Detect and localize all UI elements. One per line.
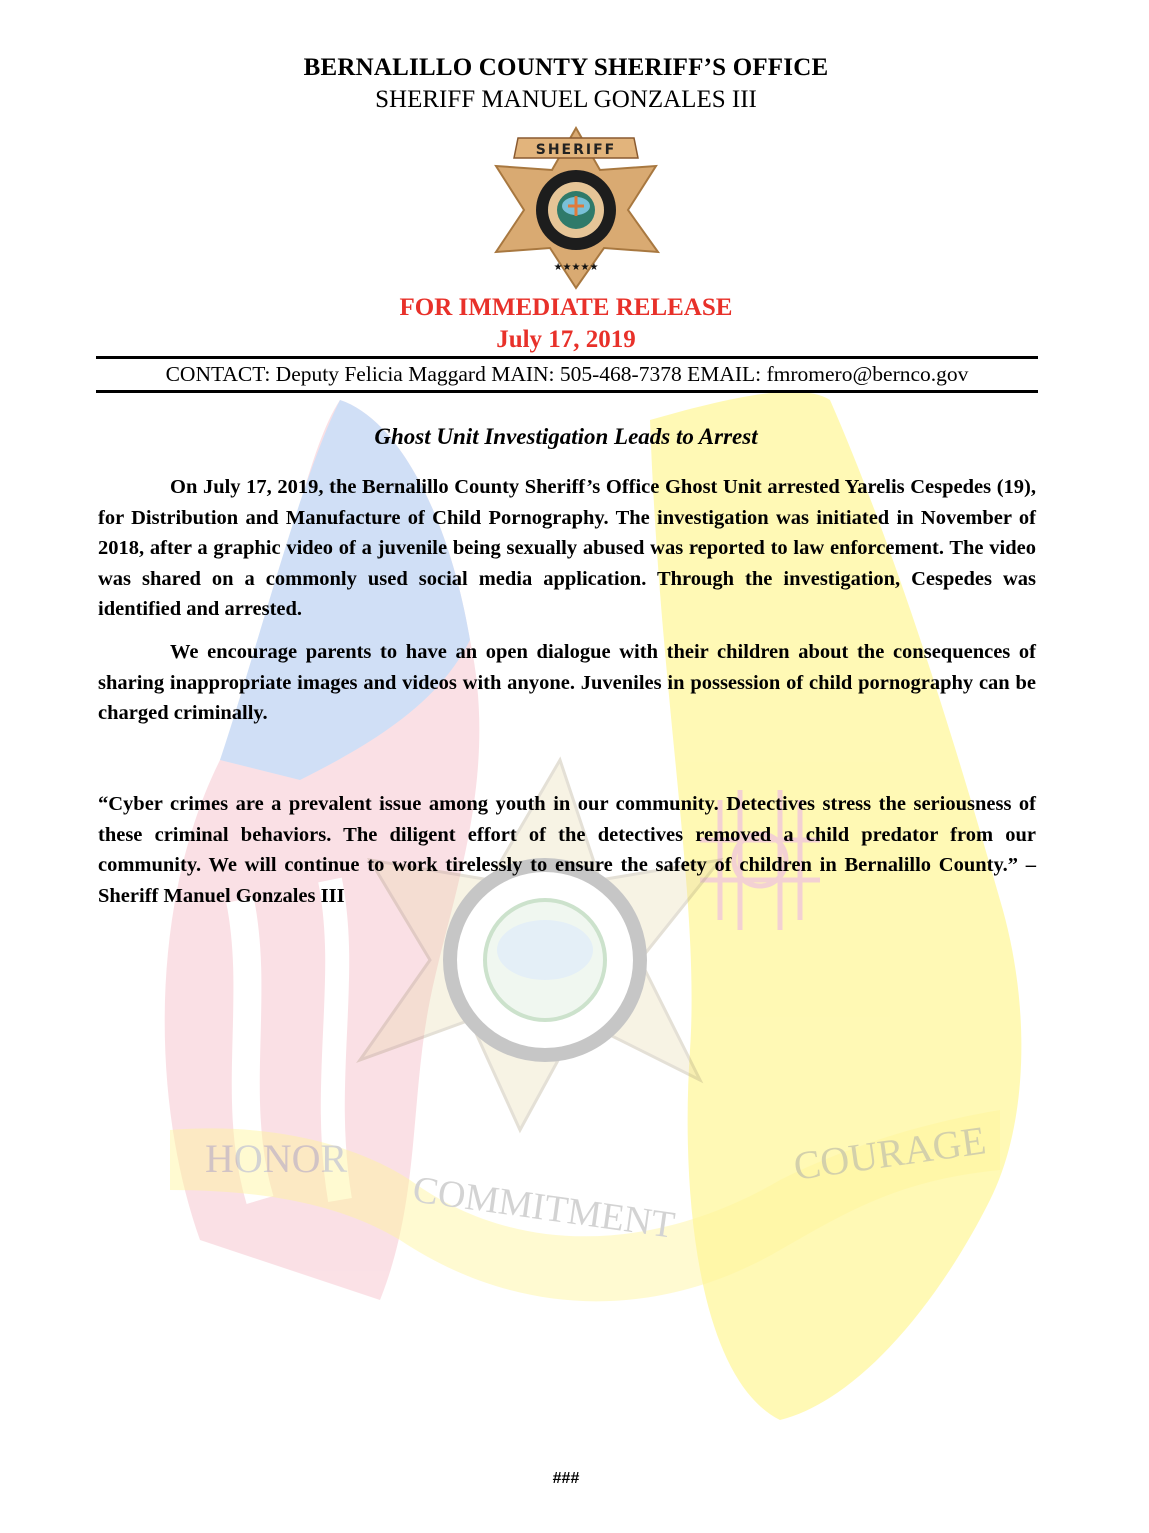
sheriff-badge-icon: [478, 120, 674, 290]
paragraph-text: On July 17, 2019, the Bernalillo County Sheriff’s Office Ghost Unit arrested Yarelis Cespedes (19), for Distribution and Manufacture of Child Pornography. The investigation was initiated in November of 2018, after a graphic video of a juvenile being sexually abused was reported to law enforcement. The video was shared on a commonly used social media application. Through the investigation, Cespedes was identified and arrested.: [98, 476, 1036, 620]
end-mark: ###: [552, 1470, 580, 1487]
contact-line: CONTACT: Deputy Felicia Maggard MAIN: 505-468-7378 EMAIL: fmromero@bernco.gov: [165, 362, 969, 386]
sheriff-name: SHERIFF MANUEL GONZALES III: [375, 86, 757, 113]
release-label: FOR IMMEDIATE RELEASE: [399, 294, 733, 321]
svg-text:★★★★★: ★★★★★: [553, 262, 599, 273]
article-paragraph-1: [98, 472, 1036, 625]
paragraph-text: We encourage parents to have an open dialogue with their children about the consequences of sharing inappropriate images and videos with anyone. Juveniles in possession of child pornography can be charged criminally.: [98, 641, 1036, 724]
divider-top: [96, 356, 1038, 359]
svg-text:COURAGE: COURAGE: [790, 1117, 989, 1189]
release-date: July 17, 2019: [496, 326, 636, 353]
article-paragraph-2: [98, 637, 1036, 729]
svg-text:HONOR: HONOR: [205, 1136, 348, 1181]
headline: Ghost Unit Investigation Leads to Arrest: [374, 424, 758, 449]
divider-bottom: [96, 390, 1038, 393]
sheriff-quote: “Cyber crimes are a prevalent issue among youth in our community. Detectives stress the seriousness of these criminal behaviors. The diligent effort of the detectives removed a child predator from our community. We will continue to work tirelessly to ensure the safety of children in Bernalillo County.” – Sheriff Manuel Gonzales III: [98, 793, 1036, 907]
organization-name: BERNALILLO COUNTY SHERIFF’S OFFICE: [303, 54, 829, 81]
svg-text:SHERIFF: SHERIFF: [535, 142, 617, 158]
svg-text:COMMITMENT: COMMITMENT: [410, 1168, 678, 1247]
